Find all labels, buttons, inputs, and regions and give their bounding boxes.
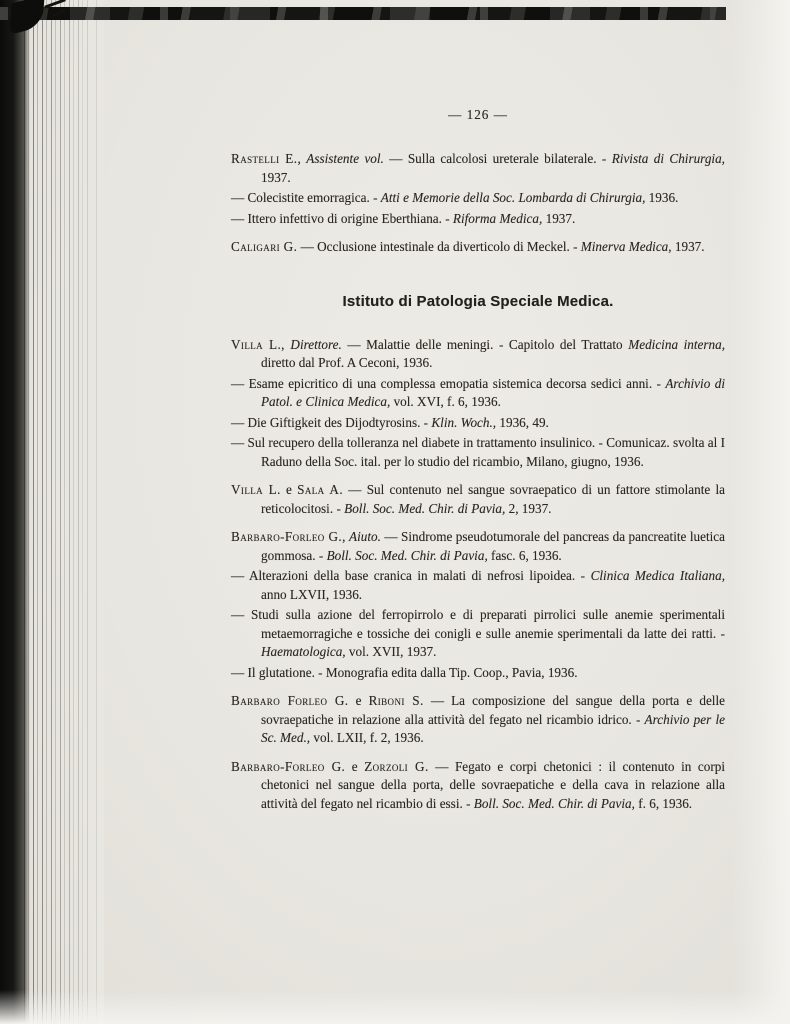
journal-title: Archivio per le Sc. Med., xyxy=(261,711,725,746)
journal-title: Assistente vol. xyxy=(301,151,384,167)
journal-title: Minerva Medica, xyxy=(580,239,672,255)
journal-title: Clinica Medica Italiana, xyxy=(590,568,725,584)
journal-title: Rivista di Chirurgia, xyxy=(611,151,725,167)
page-edge-fade xyxy=(24,0,104,1024)
bibliography-entries xyxy=(231,150,725,813)
entry-text: anno LXVII, 1936. xyxy=(261,586,363,602)
journal-title: Boll. Soc. Med. Chir. di Pavia, xyxy=(473,795,635,811)
entry-text: e xyxy=(280,482,298,498)
entry-text: — Occlusione intestinale da diverticolo di Meckel. - xyxy=(297,239,581,255)
entry-text: 1937. xyxy=(261,169,291,185)
entry-text: vol. XVI, f. 6, 1936. xyxy=(390,394,501,410)
author-name: Sala A. xyxy=(297,482,344,498)
entry-text: — Sul recupero della tolleranza nel diabete in trattamento insulinico. - Comunicaz. svolta al I Raduno della Soc. ital. per lo studio del ricambio, Milano, giugno, 1936. xyxy=(231,435,725,469)
entry-text: — La composizione del sangue della porta e delle sovraepatiche in relazione alla attività del fegato nel ricambio idrico. - xyxy=(261,693,725,727)
entry-text: f. 6, 1936. xyxy=(634,795,693,811)
scan-top-band xyxy=(0,7,726,20)
journal-title: Direttore. xyxy=(284,336,342,352)
page-content xyxy=(231,106,725,813)
entry-text: e xyxy=(345,758,365,774)
journal-title: Klin. Woch., xyxy=(431,414,497,430)
entry-text: — Il glutatione. - Monografia edita dalla Tip. Coop., Pavia, 1936. xyxy=(231,664,578,680)
scan-bottom-light-edge xyxy=(0,990,790,1024)
journal-title: Boll. Soc. Med. Chir. di Pavia, xyxy=(344,500,506,516)
entry-text: 1937. xyxy=(671,239,705,255)
entry-text: — Die Giftigkeit des Dijodtyrosins. - xyxy=(231,414,432,430)
section-heading: Istituto di Patologia Speciale Medica. xyxy=(342,292,614,310)
entry-text: diretto dal Prof. A Ceconi, 1936. xyxy=(261,355,433,371)
entry-text: — Ittero infettivo di origine Eberthiana. - xyxy=(231,210,453,226)
journal-title: Boll. Soc. Med. Chir. di Pavia, xyxy=(326,547,488,563)
entry-text: — Sul contenuto nel sangue sovraepatico di un fattore stimolante la reticolocitosi. - xyxy=(261,482,725,516)
entry-text: 1937. xyxy=(542,210,576,226)
author-name: Villa L. xyxy=(231,482,281,498)
author-name: Caligari G. xyxy=(231,239,298,255)
entry-text: — Malattie delle meningi. - Capitolo del Trattato xyxy=(341,336,629,352)
entry-text: — Esame epicritico di una complessa emopatia sistemica decorsa sedici anni. - xyxy=(231,375,666,391)
author-name: Villa L., xyxy=(231,336,285,352)
bibliography-entry xyxy=(231,336,725,373)
journal-title: Medicina interna, xyxy=(628,336,725,352)
author-name: Riboni S. xyxy=(368,693,424,709)
journal-title: Haematologica, xyxy=(261,644,346,660)
author-name: Barbaro Forleo G. xyxy=(231,693,349,709)
bibliography-entry xyxy=(231,758,725,813)
entry-text: vol. XVII, 1937. xyxy=(345,644,437,660)
bibliography-entry xyxy=(231,210,725,228)
bibliography-entry xyxy=(231,150,725,187)
author-name: Barbaro-Forleo G. xyxy=(231,758,346,774)
entry-text: — Sindrome pseudotumorale del pancreas da pancreatite luetica gommosa. - xyxy=(261,529,725,563)
entry-text: — Sulla calcolosi ureterale bilaterale. - xyxy=(383,151,612,167)
bibliography-entry xyxy=(231,692,725,747)
author-name: Rastelli E., xyxy=(231,151,302,167)
author-name: Barbaro-Forleo G., xyxy=(231,529,346,545)
journal-title: Riforma Medica, xyxy=(452,210,543,226)
bibliography-entry xyxy=(231,434,725,471)
bibliography-entry xyxy=(231,664,725,682)
entry-text: 1936. xyxy=(645,190,679,206)
entry-text: 2, 1937. xyxy=(505,500,552,516)
entry-text: 1936, 49. xyxy=(496,414,549,430)
bibliography-entry xyxy=(231,375,725,412)
entry-text: — Studi sulla azione del ferropirrolo e di preparati pirrolici sulle anemie sperimentali metaemorragiche e tossiche dei conigli e sulle anemie sperimentali da latte dei ratti. - xyxy=(231,607,725,641)
journal-title: Aiuto. xyxy=(345,529,381,545)
bibliography-entry xyxy=(231,414,725,432)
bibliography-entry xyxy=(231,189,725,207)
scan-right-light-edge xyxy=(732,0,790,1024)
journal-title: Archivio di Patol. e Clinica Medica, xyxy=(261,375,725,410)
page-number: — 126 — xyxy=(448,107,508,122)
entry-text: — Colecistite emorragica. - xyxy=(231,190,381,206)
bibliography-entry xyxy=(231,238,725,256)
entry-text: fasc. 6, 1936. xyxy=(487,547,562,563)
author-name: Zorzoli G. xyxy=(364,758,429,774)
page-fold-line xyxy=(96,0,97,1024)
entry-text: vol. LXII, f. 2, 1936. xyxy=(310,730,424,746)
bibliography-entry xyxy=(231,606,725,661)
journal-title: Atti e Memorie della Soc. Lombarda di Chirurgia, xyxy=(380,190,646,206)
bibliography-entry xyxy=(231,567,725,604)
entry-text: — Alterazioni della base cranica in malati di nefrosi lipoidea. - xyxy=(231,568,591,584)
bibliography-entry xyxy=(231,528,725,565)
bibliography-entry xyxy=(231,481,725,518)
entry-text: e xyxy=(348,693,369,709)
entry-text: — Fegato e corpi chetonici : il contenuto in corpi chetonici nel sangue della porta, delle sovraepatiche e della cava in relazione alla attività del fegato nel ricambio di essi. - xyxy=(261,758,725,811)
